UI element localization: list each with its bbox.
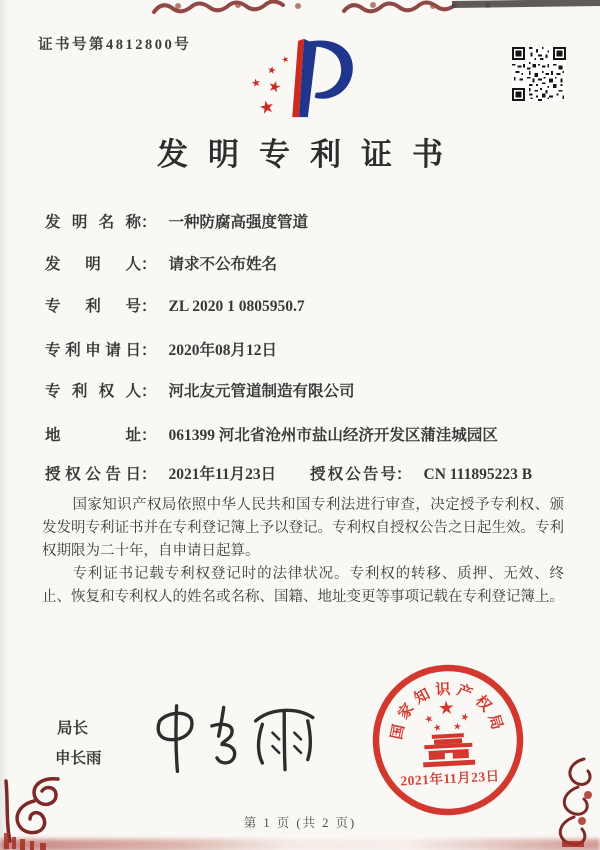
field-label: 发明人 bbox=[45, 256, 141, 273]
body-paragraph-2: 专利证书记载专利权登记时的法律状况。专利权的转移、质押、无效、终止、恢复和专利权人的姓名或名称、国籍、地址变更等事项记载在专利登记簿上。 bbox=[42, 566, 564, 605]
page-footer: 第 1 页 (共 2 页) bbox=[243, 816, 357, 830]
bottom-right-ornament bbox=[538, 755, 598, 850]
grant-number-value: CN 111895223 B bbox=[423, 466, 533, 483]
commissioner-role: 局长 bbox=[57, 720, 89, 737]
field-value: 河北友元管道制造有限公司 bbox=[168, 383, 355, 400]
field-value: 请求不公布姓名 bbox=[168, 256, 278, 273]
field-label: 专利号 bbox=[45, 298, 141, 315]
top-border-ornament bbox=[148, 0, 504, 16]
cnipa-logo-icon bbox=[242, 36, 360, 124]
field-colon: ： bbox=[141, 256, 157, 273]
qr-code-icon bbox=[512, 47, 566, 101]
grant-date-value: 2021年11月23日 bbox=[168, 466, 277, 483]
field-value: 2020年08月12日 bbox=[168, 342, 278, 359]
field-value: 061399 河北省沧州市盐山经济开发区蒲洼城园区 bbox=[168, 427, 498, 444]
field-row-filing-date bbox=[45, 338, 560, 360]
field-row-patent-number bbox=[45, 294, 560, 316]
field-colon: ： bbox=[141, 298, 157, 315]
field-row-grant bbox=[45, 462, 560, 484]
field-colon: ： bbox=[141, 342, 157, 359]
field-colon: ： bbox=[141, 466, 157, 483]
field-row-address bbox=[45, 423, 560, 445]
certificate-number: 证书号第4812800号 bbox=[38, 37, 192, 53]
field-colon: ： bbox=[141, 427, 157, 444]
bottom-border-blur bbox=[0, 839, 600, 850]
field-label: 专利权人 bbox=[45, 383, 141, 400]
commissioner-name: 申长雨 bbox=[55, 750, 102, 767]
certificate-body bbox=[42, 494, 564, 609]
national-emblem-icon bbox=[420, 699, 475, 767]
field-label: 发明名称 bbox=[45, 214, 141, 231]
field-value: ZL 2020 1 0805950.7 bbox=[168, 298, 305, 315]
field-row-patentee bbox=[45, 379, 560, 401]
seal-date-text: 2021年11月23日 bbox=[400, 768, 500, 789]
body-paragraph-1: 国家知识产权局依照中华人民共和国专利法进行审查，决定授予专利权、颁发发明专利证书并在专利登记簿上予以登记。专利权自授权公告之日起生效。专利权期限为二十年，自申请日起算。 bbox=[42, 497, 564, 559]
photo-edge-shadow bbox=[0, 0, 10, 850]
seal-agency-text: 国家知识产权局 bbox=[389, 681, 507, 742]
certificate-title: 发明专利证书 bbox=[157, 137, 463, 172]
field-label: 地址 bbox=[45, 427, 141, 444]
field-row-invention-name bbox=[45, 210, 560, 232]
field-colon: ： bbox=[396, 466, 412, 483]
official-seal bbox=[364, 656, 532, 824]
grant-date-label: 授权公告日 bbox=[45, 466, 141, 483]
photo-edge-artifact bbox=[452, 0, 600, 8]
field-colon: ： bbox=[141, 383, 157, 400]
field-label: 专利申请日 bbox=[45, 342, 141, 359]
field-row-inventor bbox=[45, 252, 560, 274]
field-colon: ： bbox=[141, 214, 157, 231]
grant-number-label: 授权公告号 bbox=[310, 466, 396, 483]
handwritten-signature bbox=[148, 698, 333, 780]
field-value: 一种防腐高强度管道 bbox=[168, 214, 309, 231]
